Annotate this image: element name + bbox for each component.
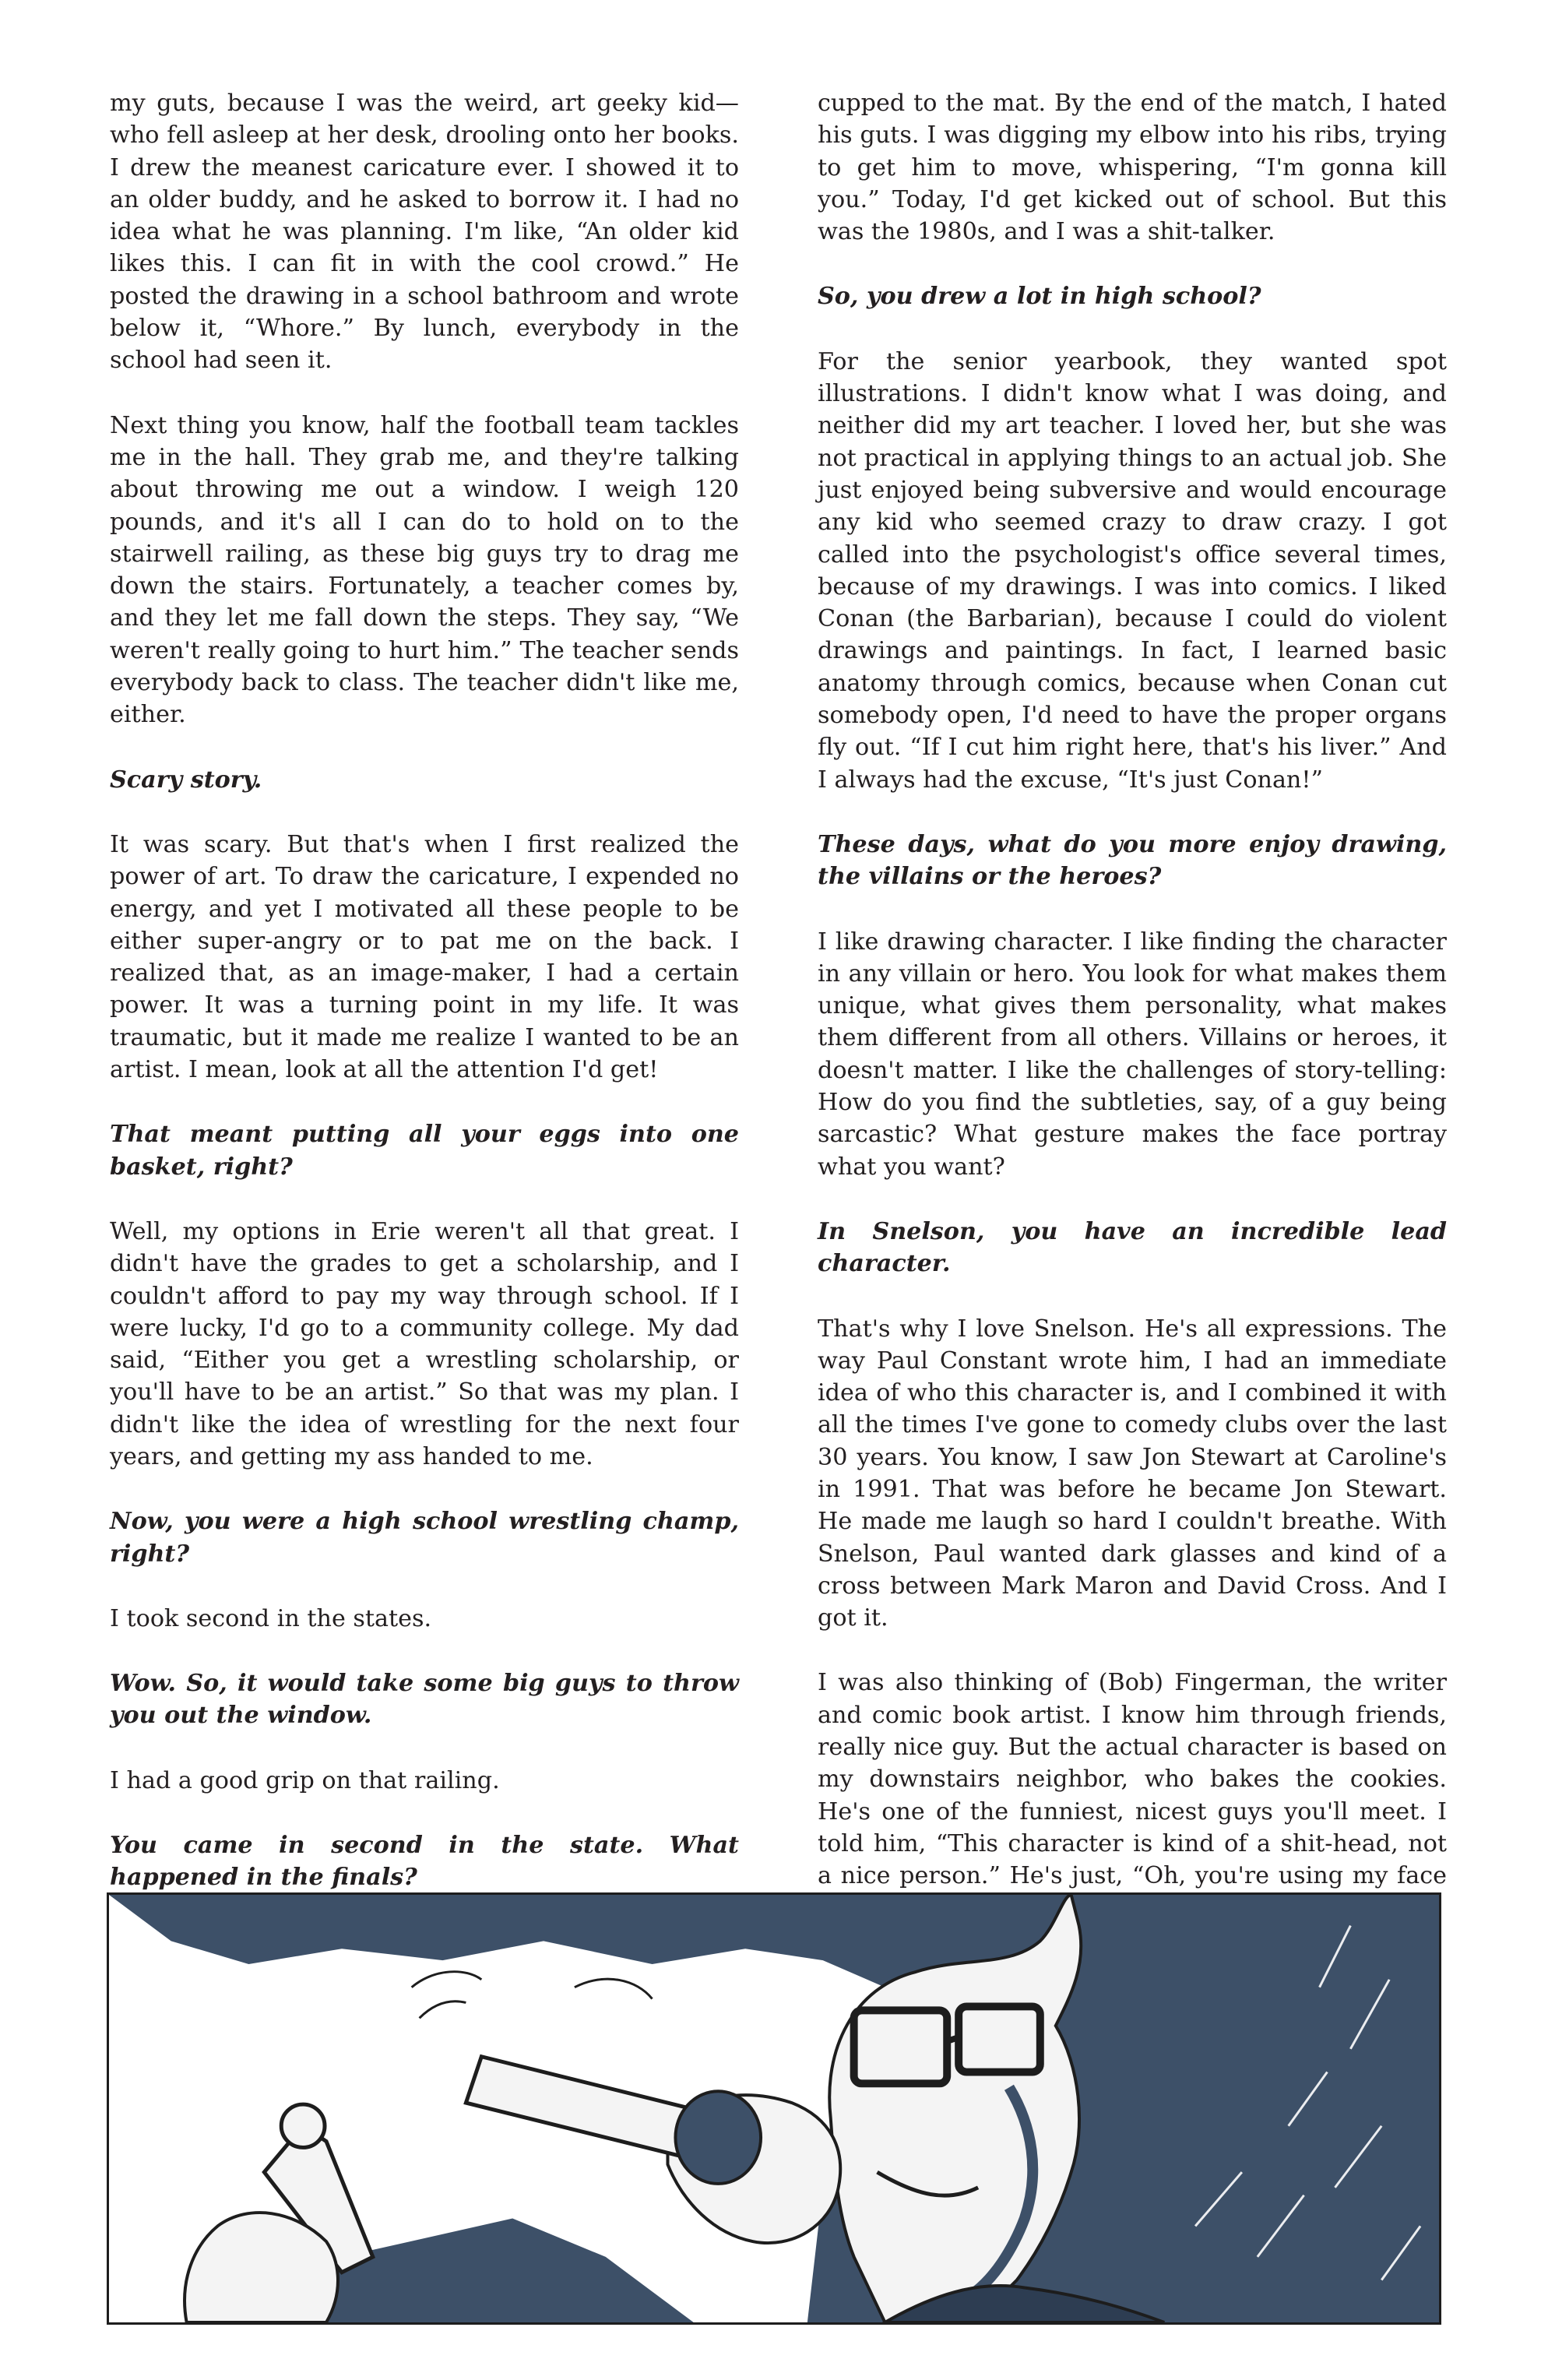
comic-panel-illustration	[107, 1892, 1441, 2325]
interview-answer: I had a good grip on that railing.	[110, 1766, 500, 1794]
interview-question: Wow. So, it would take some big guys to throw you out the window.	[110, 1670, 739, 1730]
comedian-with-microphone-illustration	[109, 1895, 1439, 2322]
interview-question: That meant putting all your eggs into one basket, right?	[110, 1121, 739, 1181]
interview-answer: Well, my options in Erie weren't all that great. I didn't have the grades to get a scholarship, and I couldn't afford to pay my way through school. If I were lucky, I'd go to a community college. My dad said, “Either you get a wrestling scholarship, or you'll have to be an artist.” So that was my plan. I didn't like the idea of wrestling for the next four years, and getting my ass handed to me.	[110, 1217, 739, 1470]
interview-question: You came in second in the state. What happened in the finals?	[110, 1832, 739, 1892]
interview-answer: For the senior yearbook, they wanted spot illustrations. I didn't know what I was doing, and neither did my art teacher. I loved her, but she was not practical in applying things to an actual job. She just enjoyed being subversive and would encourage any kid who seemed crazy to draw crazy. I got called into the psychologist's office several times, because of my drawings. I was into comics. I liked Conan (the Barbarian), because I could do violent drawings and paintings. In fact, I learned basic anatomy through comics, because when Conan cut somebody open, I'd need to have the proper organs fly out. “If I cut him right here, that's his liver.” And I always had the excuse, “It's just Conan!”	[818, 347, 1447, 794]
interview-question: These days, what do you more enjoy drawing, the villains or the heroes?	[818, 830, 1447, 891]
interview-answer: That's why I love Snelson. He's all expressions. The way Paul Constant wrote him, I had an immediate idea of who this character is, and I combined it with all the times I've gone to comedy clubs over the last 30 years. You know, I saw Jon Stewart at Caroline's in 1991. That was before he became Jon Stewart. He made me laugh so hard I couldn't breathe. With Snelson, Paul wanted dark glasses and kind of a cross between Mark Maron and David Cross. And I got it.	[818, 1315, 1447, 1632]
interview-answer: I was also thinking of (Bob) Fingerman, the writer and comic book artist. I know him through friends, really nice guy. But the actual character is based on my downstairs neighbor, who bakes the cookies. He's one of the funniest, nicest guys you'll meet. I told him, “This character is kind of a shit-head, not a nice person.” He's just, “Oh, you're using my face	[818, 1669, 1447, 1890]
interview-question: Now, you were a high school wrestling champ, right?	[110, 1508, 739, 1568]
interview-answer: I took second in the states.	[110, 1604, 432, 1632]
interview-question: Scary story.	[110, 766, 262, 794]
right-column	[818, 87, 1447, 1924]
left-column	[110, 87, 739, 2055]
interview-answer: my guts, because I was the weird, art geeky kid—who fell asleep at her desk, drooling onto her books. I drew the meanest caricature ever. I showed it to an older buddy, and he asked to borrow it. I had no idea what he was planning. I'm like, “An older kid likes this. I can fit in with the cool crowd.” He posted the drawing in a school bathroom and wrote below it, “Whore.” By lunch, everybody in the school had seen it.	[110, 90, 739, 375]
interview-answer: It was scary. But that's when I first realized the power of art. To draw the caricature, I expended no energy, and yet I motivated all these people to be either super-angry or to pat me on the back. I realized that, as an image-maker, I had a certain power. It was a turning point in my life. It was traumatic, but it made me realize I wanted to be an artist. I mean, look at all the attention I'd get!	[110, 830, 739, 1084]
interview-answer: cupped to the mat. By the end of the match, I hated his guts. I was digging my elbow into his ribs, trying to get him to move, whispering, “I'm gonna kill you.” Today, I'd get kicked out of school. But this was the 1980s, and I was a shit-talker.	[818, 90, 1447, 246]
interview-question: In Snelson, you have an incredible lead character.	[818, 1217, 1447, 1278]
interview-answer: Next thing you know, half the football team tackles me in the hall. They grab me, and they're talking about throwing me out a window. I weigh 120 pounds, and it's all I can do to hold on to the stairwell railing, as these big guys try to drag me down the stairs. Fortunately, a teacher comes by, and they let me fall down the steps. They say, “We weren't really going to hurt him.” The teacher sends everybody back to class. The teacher didn't like me, either.	[110, 411, 739, 729]
interview-question: So, you drew a lot in high school?	[818, 283, 1261, 311]
interview-answer: I like drawing character. I like finding the character in any villain or hero. You look for what makes them unique, what gives them personality, what makes them different from all others. Villains or heroes, it doesn't matter. I like the challenges of story-telling: How do you find the subtleties, say, of a guy being sarcastic? What gesture makes the face portray what you want?	[818, 928, 1447, 1181]
